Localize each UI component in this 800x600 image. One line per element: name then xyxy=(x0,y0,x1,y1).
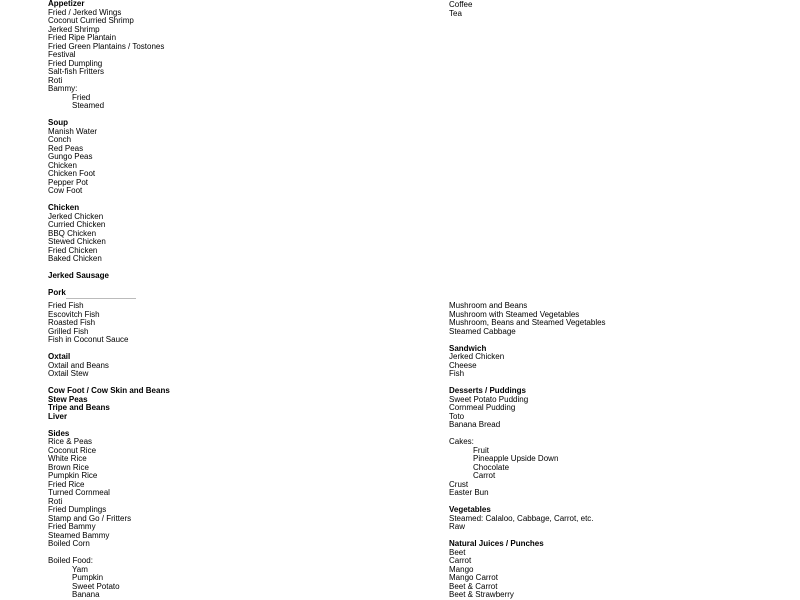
menu-item: Roasted Fish xyxy=(48,318,96,327)
menu-item: Festival xyxy=(48,50,76,59)
menu-item: Fried / Jerked Wings xyxy=(48,7,122,17)
section-heading-stew-peas: Stew Peas xyxy=(48,394,88,404)
section-heading-vegetables: Vegetables xyxy=(449,505,491,514)
sub-menu-item: Fried xyxy=(72,92,91,102)
sub-list-label-bammy: Bammy: xyxy=(48,84,78,93)
menu-item: Banana Bread xyxy=(449,420,501,429)
menu-item: Cow Foot xyxy=(48,186,83,195)
menu-item: Steamed Cabbage xyxy=(449,326,516,336)
menu-item: Grilled Fish xyxy=(48,326,89,336)
menu-item: Manish Water xyxy=(48,126,98,136)
menu-item: Fried Bammy xyxy=(48,522,96,531)
menu-item: Mushroom with Steamed Vegetables xyxy=(449,309,580,319)
section-heading-oxtail: Oxtail xyxy=(48,352,71,361)
left-top-column xyxy=(48,0,164,298)
menu-item: Fried Chicken xyxy=(48,245,98,255)
menu-item: Jerked Chicken xyxy=(449,352,505,361)
sub-menu-item: Yam xyxy=(72,564,88,574)
menu-item: Fried Dumplings xyxy=(48,505,107,514)
menu-item: Mango Carrot xyxy=(449,573,498,582)
section-heading-liver: Liver xyxy=(48,411,68,421)
section-heading-tripe: Tripe and Beans xyxy=(48,403,110,412)
menu-item: Cornmeal Pudding xyxy=(449,403,516,412)
menu-item: Fish xyxy=(449,369,465,378)
menu-item: Oxtail and Beans xyxy=(48,360,109,370)
menu-item: Mushroom and Beans xyxy=(449,301,528,310)
menu-item: Mango xyxy=(449,564,474,574)
menu-item: Fried Ripe Plantain xyxy=(48,33,117,42)
menu-item: Turned Cornmeal xyxy=(48,488,110,497)
section-heading-chicken: Chicken xyxy=(48,203,80,212)
sub-list-label-boiled-food: Boiled Food: xyxy=(48,556,93,565)
menu-item: Steamed Bammy xyxy=(48,530,110,540)
menu-item: Pepper Pot xyxy=(48,177,89,187)
section-heading-cow-foot: Cow Foot / Cow Skin and Beans xyxy=(48,386,170,395)
menu-item: Conch xyxy=(48,135,72,144)
menu-item: Cheese xyxy=(449,360,477,370)
section-heading-desserts: Desserts / Puddings xyxy=(449,386,526,395)
menu-item: Gungo Peas xyxy=(48,152,93,161)
section-heading-sandwich: Sandwich xyxy=(449,343,487,353)
menu-item: Curried Chicken xyxy=(48,220,106,229)
menu-item: Brown Rice xyxy=(48,462,89,472)
menu-item: Red Peas xyxy=(48,143,84,153)
right-top-column xyxy=(449,1,472,18)
menu-item: Jerked Chicken xyxy=(48,211,104,221)
menu-item: Fried Dumpling xyxy=(48,58,103,68)
menu-item: Beet & Carrot xyxy=(449,581,498,591)
menu-item: Fried Fish xyxy=(48,301,84,310)
menu-item: Beet & Strawberry xyxy=(449,590,514,599)
section-heading-soup: Soup xyxy=(48,118,68,127)
menu-item: Rice & Peas xyxy=(48,437,93,446)
menu-item: Easter Bun xyxy=(449,488,489,497)
menu-item: Toto xyxy=(449,411,465,421)
section-heading-jerked-sausage: Jerked Sausage xyxy=(48,271,109,280)
menu-item: Baked Chicken xyxy=(48,254,102,263)
menu-item: Stewed Chicken xyxy=(48,237,106,246)
left-bottom-column xyxy=(48,302,170,600)
section-heading-sides: Sides xyxy=(48,428,70,438)
menu-item: Fish in Coconut Sauce xyxy=(48,335,129,344)
menu-item: Jerked Shrimp xyxy=(48,24,100,34)
sub-menu-item: Carrot xyxy=(473,471,496,480)
menu-item: Salt-fish Fritters xyxy=(48,67,105,76)
menu-item: Chicken xyxy=(48,160,77,170)
menu-item: Coconut Curried Shrimp xyxy=(48,16,134,25)
section-heading-pork: Pork xyxy=(48,288,66,297)
menu-item: Beet xyxy=(449,547,466,557)
sub-menu-item: Fruit xyxy=(473,445,489,455)
menu-item: Fried Rice xyxy=(48,479,85,489)
sub-menu-item: Steamed xyxy=(72,101,105,110)
sub-menu-item: Pineapple Upside Down xyxy=(473,454,559,463)
menu-item: Steamed: Calaloo, Cabbage, Carrot, etc. xyxy=(449,513,594,523)
menu-item: Stamp and Go / Fritters xyxy=(48,513,132,523)
sub-menu-item: Pumpkin xyxy=(72,573,104,582)
menu-item: Oxtail Stew xyxy=(48,369,89,378)
menu-item: Coffee xyxy=(449,0,473,9)
menu-item: BBQ Chicken xyxy=(48,228,97,238)
menu-item: Fried Green Plantains / Tostones xyxy=(48,41,165,51)
menu-item: White Rice xyxy=(48,454,87,463)
menu-item: Raw xyxy=(449,522,466,531)
menu-item: Chicken Foot xyxy=(48,169,96,178)
sub-menu-item: Chocolate xyxy=(473,462,510,472)
right-bottom-column xyxy=(449,302,606,600)
menu-item: Boiled Corn xyxy=(48,539,90,548)
menu-item: Sweet Potato Pudding xyxy=(449,394,529,404)
menu-item: Roti xyxy=(48,75,63,85)
menu-item: Roti xyxy=(48,496,63,506)
sub-menu-item: Banana xyxy=(72,590,100,599)
menu-item: Carrot xyxy=(449,556,472,565)
sub-menu-item: Sweet Potato xyxy=(72,581,120,591)
menu-item: Tea xyxy=(449,8,462,18)
sub-list-label-cakes: Cakes: xyxy=(449,437,474,446)
menu-item: Escovitch Fish xyxy=(48,309,100,319)
menu-item: Mushroom, Beans and Steamed Vegetables xyxy=(449,318,606,327)
menu-item: Crust xyxy=(449,479,469,489)
menu-item: Pumpkin Rice xyxy=(48,471,98,480)
section-heading-appetizer: Appetizer xyxy=(48,0,85,8)
section-heading-juices: Natural Juices / Punches xyxy=(449,539,544,548)
menu-item: Coconut Rice xyxy=(48,445,97,455)
clipped-text-fragment xyxy=(66,298,136,299)
